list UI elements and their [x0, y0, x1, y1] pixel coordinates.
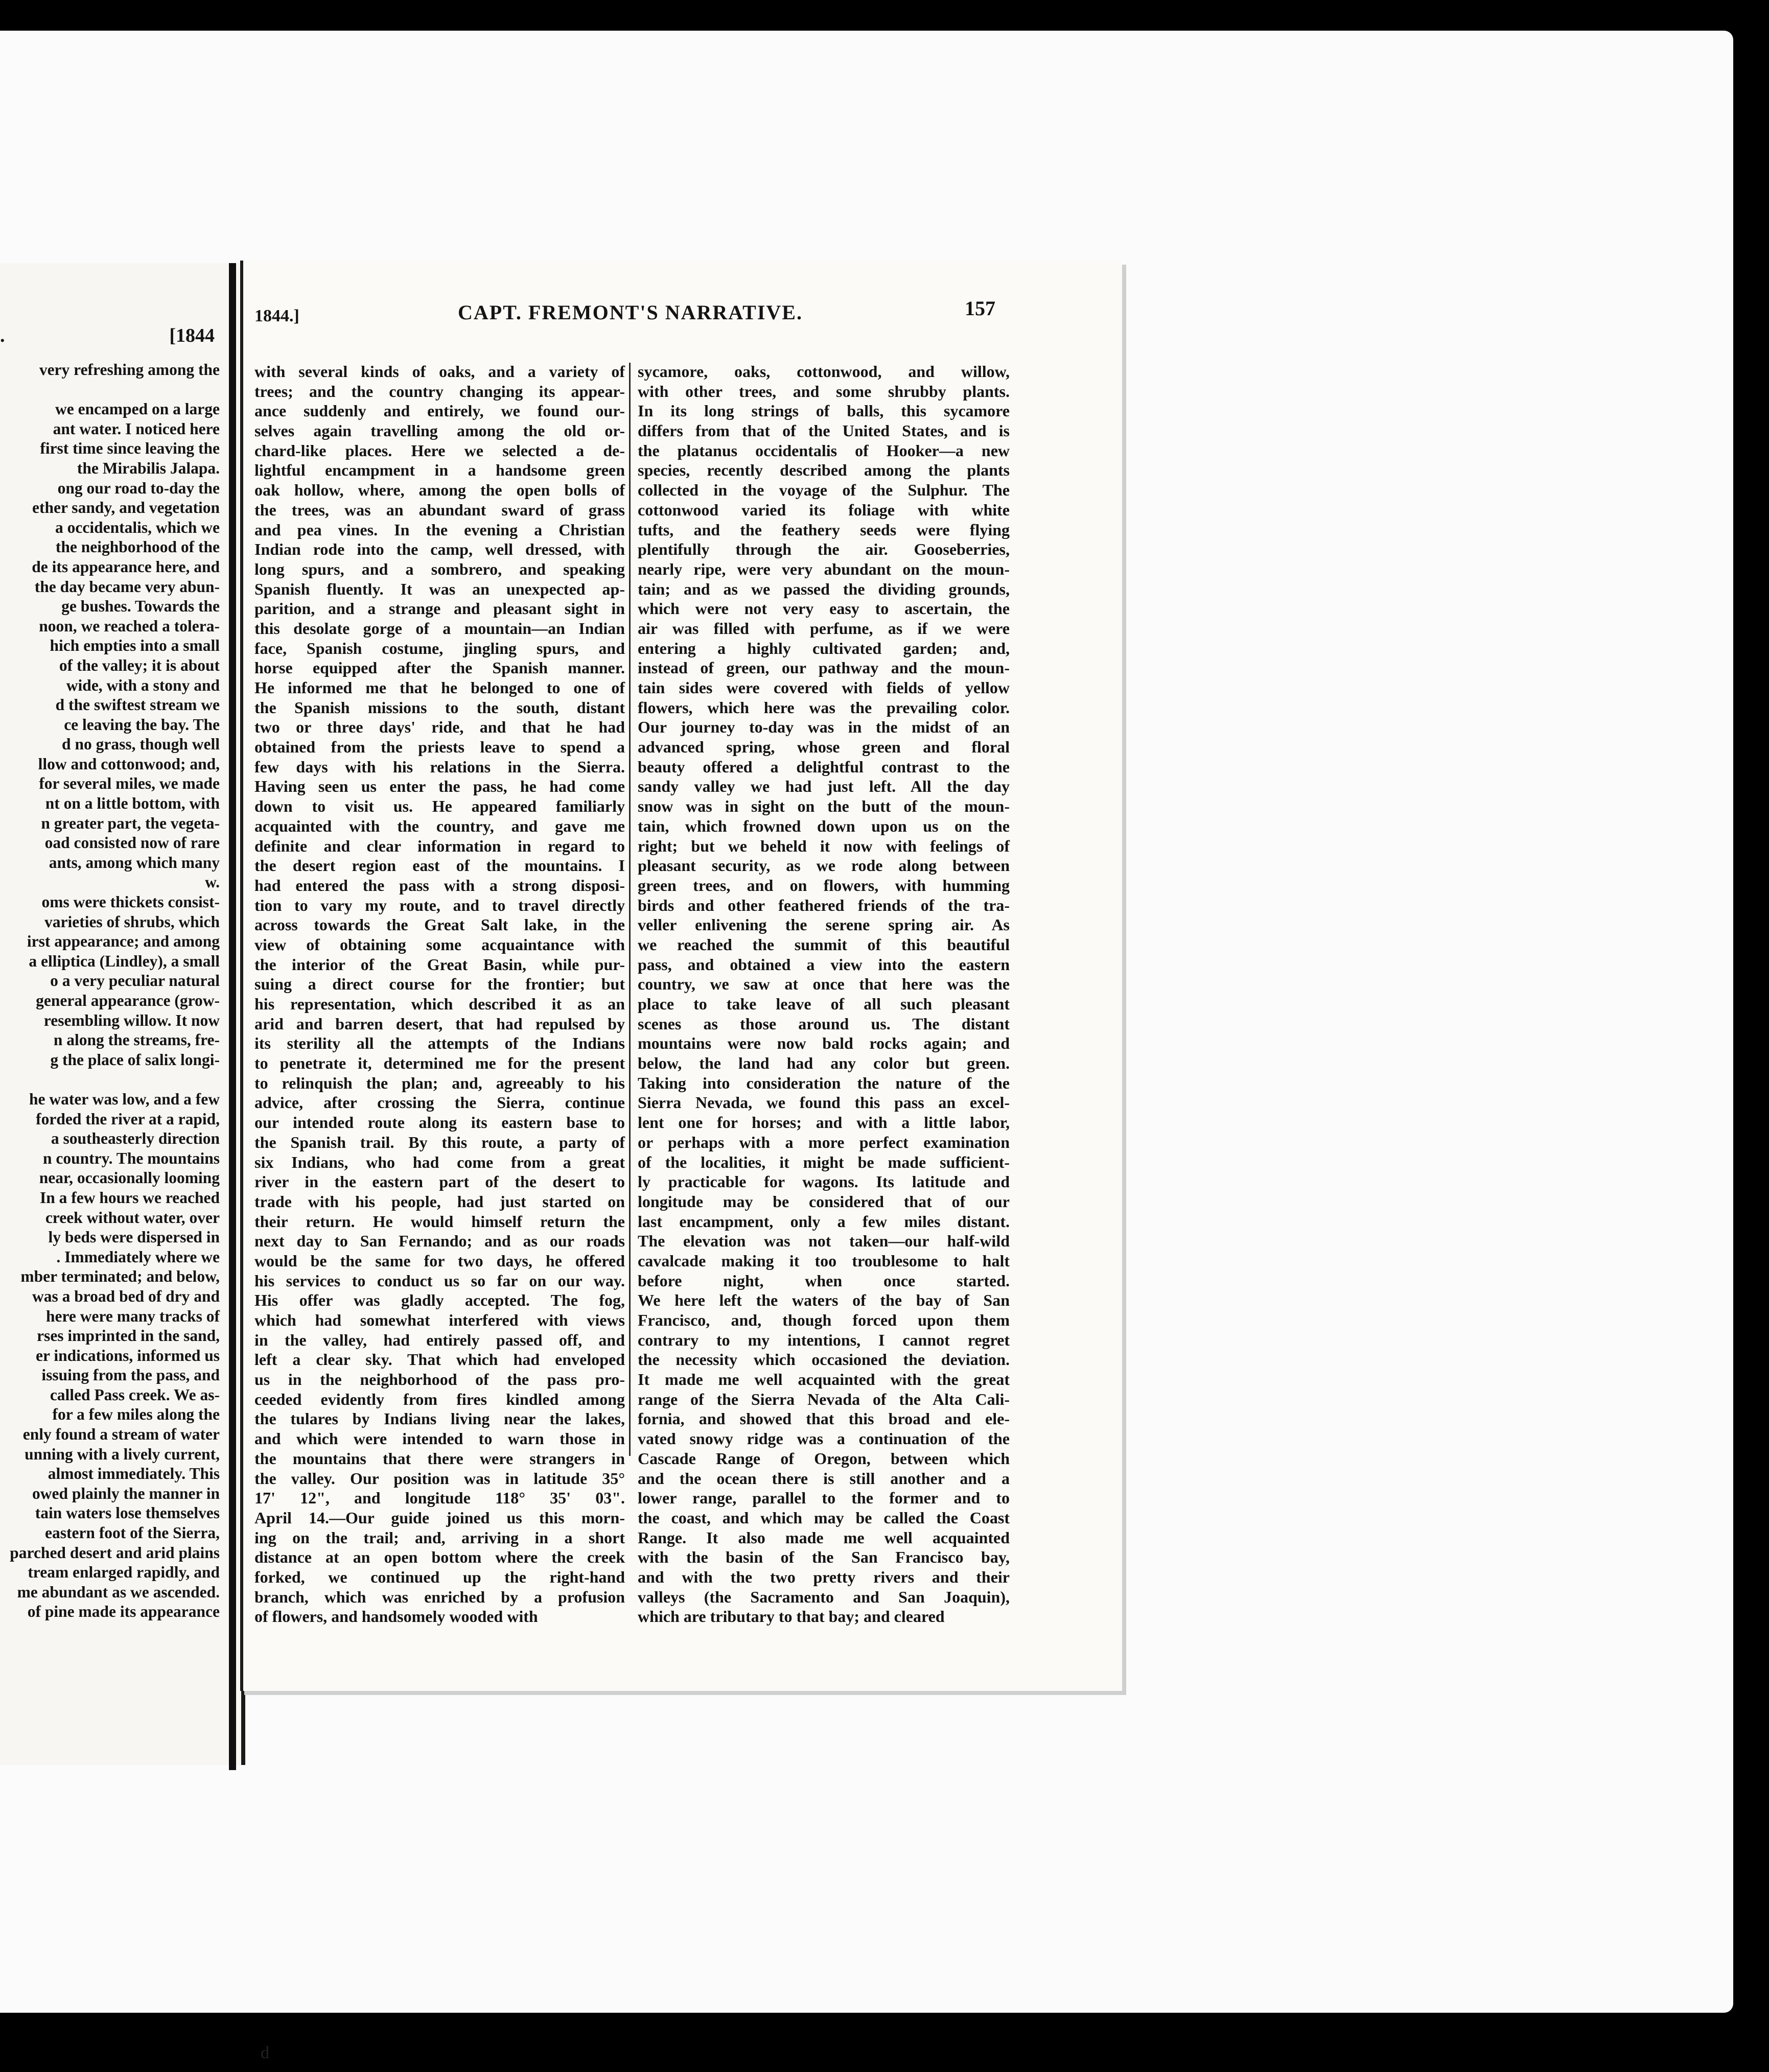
left-page-line: ether sandy, and vegetation: [32, 499, 220, 517]
text-line: our intended route along its eastern base to: [254, 1113, 625, 1132]
left-page-line: tain waters lose themselves: [35, 1504, 220, 1522]
text-line: Spanish fluently. It was an unexpected ap-: [254, 579, 625, 598]
text-line: cavalcade making it too troublesome to halt: [638, 1251, 1010, 1270]
text-line: face, Spanish costume, jingling spurs, and: [254, 639, 625, 657]
text-line: the interior of the Great Basin, while pur-: [254, 955, 625, 974]
left-page-line: d no grass, though well: [62, 735, 220, 754]
left-page-line: unning with a lively current,: [25, 1445, 220, 1463]
text-line: He informed me that he belonged to one of: [254, 678, 625, 697]
text-line: and which were intended to warn those in: [254, 1429, 625, 1448]
text-line: the necessity which occasioned the deviation.: [638, 1350, 1010, 1369]
text-line: its sterility all the attempts of the Indians: [254, 1034, 625, 1053]
text-line: vated snowy ridge was a continuation of the: [638, 1429, 1010, 1448]
text-line: down to visit us. He appeared familiarly: [254, 797, 625, 816]
text-line: which were not very easy to ascertain, the: [638, 599, 1010, 618]
left-page-line: eastern foot of the Sierra,: [44, 1524, 220, 1542]
text-line: and pea vines. In the evening a Christian: [254, 520, 625, 539]
text-line: obtained from the priests leave to spend a: [254, 738, 625, 757]
text-line: instead of green, our pathway and the moun-: [638, 658, 1010, 677]
text-line: pleasant security, as we rode along between: [638, 856, 1010, 875]
text-line: view of obtaining some acquaintance with: [254, 935, 625, 954]
text-line: Range. It also made me well acquainted: [638, 1528, 1010, 1547]
left-page-line: of the valley; it is about: [59, 656, 220, 674]
scan-mark: d: [261, 2043, 269, 2062]
text-line: the trees, was an abundant sward of grass: [254, 500, 625, 519]
text-line: ly practicable for wagons. Its latitude and: [638, 1172, 1010, 1191]
text-line: valleys (the Sacramento and San Joaquin),: [638, 1587, 1010, 1606]
text-line: and with the two pretty rivers and their: [638, 1567, 1010, 1586]
text-line: the valley. Our position was in latitude 35°: [254, 1469, 625, 1488]
left-page-line: called Pass creek. We as-: [50, 1385, 220, 1404]
text-line: and the ocean there is still another and a: [638, 1469, 1010, 1488]
left-page-line: n country. The mountains: [42, 1149, 220, 1167]
text-line: pass, and obtained a view into the eastern: [638, 955, 1010, 974]
left-page-line: the neighborhood of the: [55, 538, 220, 556]
text-line: plentifully through the air. Gooseberries,: [638, 540, 1010, 559]
text-line: two or three days' ride, and that he had: [254, 718, 625, 737]
text-line: sycamore, oaks, cottonwood, and willow,: [638, 362, 1010, 381]
text-line: us in the neighborhood of the pass pro-: [254, 1370, 625, 1389]
text-line: birds and other feathered friends of the tra-: [638, 896, 1010, 914]
text-line: Sierra Nevada, we found this pass an excel-: [638, 1093, 1010, 1112]
text-line: suing a direct course for the frontier; but: [254, 975, 625, 994]
left-page-line: ly beds were dispersed in: [48, 1228, 220, 1246]
text-line: their return. He would himself return the: [254, 1212, 625, 1231]
left-page-line: ants, among which many: [49, 853, 220, 872]
left-page-line: varieties of shrubs, which: [44, 912, 220, 931]
left-page-line: very refreshing among the: [39, 361, 220, 379]
text-line: ing on the trail; and, arriving in a short: [254, 1528, 625, 1547]
left-page-line: d the swiftest stream we: [55, 696, 220, 714]
text-line: selves again travelling among the old or-: [254, 421, 625, 440]
left-page-line: rses imprinted in the sand,: [37, 1327, 220, 1345]
running-head-title: CAPT. FREMONT'S NARRATIVE.: [458, 301, 803, 324]
left-page-line: here were many tracks of: [46, 1307, 220, 1325]
text-line: chard-like places. Here we selected a de-: [254, 441, 625, 460]
text-line: the Spanish trail. By this route, a party of: [254, 1133, 625, 1151]
text-line: scenes as those around us. The distant: [638, 1014, 1010, 1033]
text-line: differs from that of the United States, and is: [638, 421, 1010, 440]
left-page-line: de its appearance here, and: [32, 557, 220, 576]
left-page-line: almost immediately. This: [48, 1465, 220, 1483]
text-line: contrary to my intentions, I cannot regret: [638, 1330, 1010, 1349]
text-line: cottonwood varied its foliage with white: [638, 500, 1010, 519]
left-page-running-head: [0, 324, 225, 355]
text-line: across towards the Great Salt lake, in the: [254, 915, 625, 934]
text-line: trees; and the country changing its appear-: [254, 382, 625, 401]
left-page-line: issuing from the pass, and: [41, 1366, 220, 1384]
text-line: mountains were now bald rocks again; and: [638, 1034, 1010, 1053]
left-page-line: the day became very abun-: [34, 577, 220, 596]
text-line: with the basin of the San Francisco bay,: [638, 1548, 1010, 1567]
text-line: air was filled with perfume, as if we were: [638, 619, 1010, 638]
text-line: river in the eastern part of the desert to: [254, 1172, 625, 1191]
text-line: It made me well acquainted with the great: [638, 1370, 1010, 1389]
text-line: His offer was gladly accepted. The fog,: [254, 1291, 625, 1310]
left-page-line: [0, 1070, 220, 1090]
left-page-line: oms were thickets consist-: [41, 893, 220, 911]
text-line: we reached the summit of this beautiful: [638, 935, 1010, 954]
text-line: April 14.—Our guide joined us this morn-: [254, 1508, 625, 1527]
text-line: forked, we continued up the right-hand: [254, 1567, 625, 1586]
text-line: country, we saw at once that here was the: [638, 975, 1010, 994]
text-line: horse equipped after the Spanish manner.: [254, 658, 625, 677]
text-line: of the localities, it might be made sufficient-: [638, 1152, 1010, 1171]
left-page-head-fragment: .: [0, 325, 5, 346]
text-line: Having seen us enter the pass, he had come: [254, 777, 625, 796]
text-line: We here left the waters of the bay of San: [638, 1291, 1010, 1310]
text-line: nearly ripe, were very abundant on the moun-: [638, 559, 1010, 578]
text-line: left a clear sky. That which had enveloped: [254, 1350, 625, 1369]
left-page-line: [0, 380, 220, 400]
text-line: Our journey to-day was in the midst of an: [638, 718, 1010, 737]
text-line: next day to San Fernando; and as our roads: [254, 1232, 625, 1251]
text-line: this desolate gorge of a mountain—an Indian: [254, 619, 625, 638]
text-line: last encampment, only a few miles distant.: [638, 1212, 1010, 1231]
text-line: of flowers, and handsomely wooded with: [254, 1607, 538, 1626]
left-page-line: forded the river at a rapid,: [36, 1110, 220, 1128]
running-head: [243, 297, 1122, 331]
left-facing-page: [0, 263, 245, 1765]
left-page-line: parched desert and arid plains: [10, 1543, 220, 1562]
left-page-line: hich empties into a small: [50, 637, 220, 655]
text-line: which had somewhat interfered with views: [254, 1311, 625, 1329]
text-line: lower range, parallel to the former and to: [638, 1489, 1010, 1508]
left-page-line: a southeasterly direction: [51, 1129, 220, 1148]
text-line: beauty offered a delightful contrast to the: [638, 757, 1010, 776]
text-line: snow was in sight on the butt of the moun-: [638, 797, 1010, 816]
left-page-line: a elliptica (Lindley), a small: [29, 952, 220, 970]
text-line: green trees, and on flowers, with humming: [638, 876, 1010, 894]
text-line: long spurs, and a sombrero, and speaking: [254, 559, 625, 578]
right-page: [240, 261, 1122, 1691]
left-page-line: oad consisted now of rare: [44, 834, 220, 852]
text-line: Indian rode into the camp, well dressed, with: [254, 540, 625, 559]
left-page-line: the Mirabilis Jalapa.: [77, 459, 220, 477]
text-line: in the valley, had entirely passed off, and: [254, 1330, 625, 1349]
text-line: tain sides were covered with fields of yellow: [638, 678, 1010, 697]
book-gutter: [229, 263, 236, 1770]
text-line: his representation, which described it as an: [254, 995, 625, 1013]
text-line: place to take leave of all such pleasant: [638, 995, 1010, 1013]
left-page-line: mber terminated; and below,: [20, 1267, 220, 1286]
text-line: arid and barren desert, that had repulsed by: [254, 1014, 625, 1033]
text-line: the Spanish missions to the south, distant: [254, 698, 625, 717]
left-page-line: llow and cottonwood; and,: [38, 755, 220, 773]
text-line: distance at an open bottom where the creek: [254, 1548, 625, 1567]
text-line: longitude may be considered that of our: [638, 1192, 1010, 1211]
text-line: The elevation was not taken—our half-wild: [638, 1232, 1010, 1251]
text-line: to relinquish the plan; and, agreeably to his: [254, 1073, 625, 1092]
text-line: ance suddenly and entirely, we found our-: [254, 402, 625, 420]
left-page-line: ant water. I noticed here: [53, 419, 220, 438]
text-line: veller enlivening the serene spring air. As: [638, 915, 1010, 934]
running-head-year: 1844.]: [254, 307, 299, 325]
text-line: the tulares by Indians living near the lakes,: [254, 1409, 625, 1428]
left-page-line: er indications, informed us: [36, 1346, 220, 1364]
text-line: which are tributary to that bay; and cleared: [638, 1607, 945, 1626]
left-page-line: n along the streams, fre-: [53, 1031, 220, 1049]
text-line: flowers, which here was the prevailing color.: [638, 698, 1010, 717]
left-page-line: g the place of salix longi-: [50, 1050, 220, 1069]
left-page-year: [1844: [169, 325, 215, 346]
text-line: oak hollow, where, among the open bolls of: [254, 481, 625, 500]
text-line: with several kinds of oaks, and a variety of: [254, 362, 625, 381]
left-page-line: nt on a little bottom, with: [45, 794, 220, 813]
text-line: the platanus occidentalis of Hooker—a new: [638, 441, 1010, 460]
text-line: few days with his relations in the Sierra.: [254, 757, 625, 776]
left-page-line: In a few hours we reached: [39, 1188, 220, 1207]
text-line: would be the same for two days, he offered: [254, 1251, 625, 1270]
text-line: with other trees, and some shrubby plants.: [638, 382, 1010, 401]
text-line: right; but we beheld it now with feelings of: [638, 836, 1010, 855]
text-line: or perhaps with a more perfect examination: [638, 1133, 1010, 1151]
text-line: range of the Sierra Nevada of the Alta Cali-: [638, 1390, 1010, 1408]
text-line: acquainted with the country, and gave me: [254, 816, 625, 835]
left-page-line: a occidentalis, which we: [55, 518, 220, 536]
text-line: branch, which was enriched by a profusion: [254, 1587, 625, 1606]
text-line: 17' 12", and longitude 118° 35' 03".: [254, 1489, 625, 1508]
text-line: sandy valley we had just left. All the day: [638, 777, 1010, 796]
text-line: the coast, and which may be called the Coast: [638, 1508, 1010, 1527]
left-page-line: w.: [205, 873, 220, 891]
left-page-line: we encamped on a large: [55, 400, 220, 418]
text-line: Francisco, and, though forced upon them: [638, 1311, 1010, 1329]
left-page-line: tream enlarged rapidly, and: [28, 1563, 220, 1582]
text-line: to penetrate it, determined me for the present: [254, 1054, 625, 1073]
text-line: definite and clear information in regard to: [254, 836, 625, 855]
text-line: the desert region east of the mountains. I: [254, 856, 625, 875]
text-line: entering a highly cultivated garden; and,: [638, 639, 1010, 657]
text-line: trade with his people, had just started on: [254, 1192, 625, 1211]
left-page-line: enly found a stream of water: [22, 1425, 220, 1444]
text-line: Cascade Range of Oregon, between which: [638, 1449, 1010, 1468]
left-page-line: was a broad bed of dry and: [32, 1287, 220, 1305]
text-line: before night, when once started.: [638, 1271, 1010, 1290]
text-line: advanced spring, whose green and floral: [638, 738, 1010, 757]
left-page-line: general appearance (grow-: [36, 992, 220, 1009]
text-line: In its long strings of balls, this sycamore: [638, 402, 1010, 420]
left-page-line: o a very peculiar natural: [50, 972, 220, 990]
text-line: below, the land had any color but green.: [638, 1054, 1010, 1073]
text-line: lightful encampment in a handsome green: [254, 461, 625, 480]
text-line: collected in the voyage of the Sulphur. The: [638, 481, 1010, 500]
left-page-line: n greater part, the vegeta-: [41, 814, 220, 832]
left-page-line: creek without water, over: [45, 1208, 220, 1227]
left-page-line: wide, with a stony and: [66, 676, 220, 694]
text-line: tufts, and the feathery seeds were flying: [638, 520, 1010, 539]
text-line: tion to vary my route, and to travel directly: [254, 896, 625, 914]
text-line: fornia, and showed that this broad and ele-: [638, 1409, 1010, 1428]
page-number: 157: [965, 297, 995, 320]
left-page-line: ge bushes. Towards the: [61, 597, 220, 616]
left-page-line: near, occasionally looming: [39, 1169, 220, 1187]
text-line: parition, and a strange and pleasant sight in: [254, 599, 625, 618]
text-column-2: [638, 362, 1010, 1627]
left-page-line: first time since leaving the: [40, 439, 220, 458]
text-column-1: [254, 362, 625, 1627]
text-line: the mountains that there were strangers in: [254, 1449, 625, 1468]
text-line: tain, which frowned down upon us on the: [638, 816, 1010, 835]
left-page-line: owed plainly the manner in: [32, 1484, 220, 1502]
left-page-line: me abundant as we ascended.: [17, 1583, 220, 1601]
text-line: ceeded evidently from fires kindled among: [254, 1390, 625, 1408]
text-line: tain; and as we passed the dividing grounds,: [638, 579, 1010, 598]
text-line: lent one for horses; and with a little labor,: [638, 1113, 1010, 1132]
left-page-line: . Immediately where we: [56, 1247, 220, 1266]
text-line: six Indians, who had come from a great: [254, 1152, 625, 1171]
text-line: Taking into consideration the nature of the: [638, 1073, 1010, 1092]
left-page-line: for several miles, we made: [39, 774, 220, 793]
left-page-line: resembling willow. It now: [43, 1011, 220, 1029]
text-line: his services to conduct us so far on our way.: [254, 1271, 625, 1290]
text-line: species, recently described among the plants: [638, 461, 1010, 480]
column-rule: [629, 363, 631, 1456]
left-page-line: for a few miles along the: [52, 1405, 220, 1424]
text-line: had entered the pass with a strong disposi-: [254, 876, 625, 894]
text-line: advice, after crossing the Sierra, continue: [254, 1093, 625, 1112]
left-page-line: irst appearance; and among: [27, 932, 220, 951]
left-page-line: noon, we reached a tolera-: [39, 617, 220, 635]
left-page-line: ce leaving the bay. The: [64, 715, 220, 734]
left-page-line: ong our road to-day the: [57, 479, 220, 497]
left-page-line: of pine made its appearance: [27, 1603, 220, 1621]
left-page-line: he water was low, and a few: [29, 1090, 220, 1108]
left-page-text: [0, 360, 220, 1622]
